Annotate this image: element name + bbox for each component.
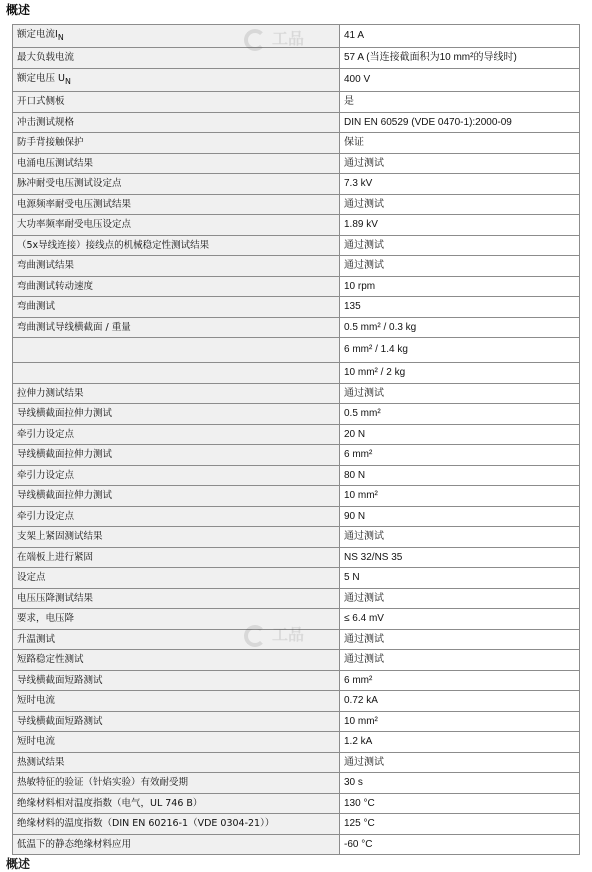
spec-value: 6 mm² / 1.4 kg: [344, 344, 408, 356]
spec-key-subscript: N: [57, 32, 64, 42]
table-row: [13, 506, 580, 527]
spec-value: 90 N: [344, 510, 366, 522]
spec-value: -60 °C: [344, 838, 373, 850]
spec-value: 10 rpm: [344, 280, 376, 292]
spec-value-cell: [340, 235, 580, 256]
spec-key-cell: [13, 194, 340, 215]
spec-value: 7.3 kV: [344, 178, 373, 190]
spec-value: NS 32/NS 35: [344, 551, 403, 563]
table-row: [13, 215, 580, 236]
spec-value-cell: [340, 752, 580, 773]
table-row: [13, 670, 580, 691]
table-row: [13, 793, 580, 814]
table-row: [13, 609, 580, 630]
spec-value-cell: [340, 363, 580, 384]
spec-value-cell: [340, 404, 580, 425]
spec-key-cell: [13, 317, 340, 338]
spec-value-cell: [340, 711, 580, 732]
table-row: [13, 256, 580, 277]
spec-key: 牵引力设定点: [17, 510, 75, 522]
spec-key-cell: [13, 793, 340, 814]
table-row: [13, 68, 580, 91]
table-row: [13, 568, 580, 589]
spec-value: 是: [344, 96, 354, 108]
spec-key-cell: [13, 732, 340, 753]
table-row: [13, 691, 580, 712]
spec-value: 130 °C: [344, 797, 375, 809]
spec-key-cell: [13, 92, 340, 113]
spec-key: 额定电流I: [17, 29, 58, 40]
spec-key-cell: [13, 276, 340, 297]
spec-value: 10 mm²: [344, 715, 378, 727]
spec-key: 电涌电压测试结果: [17, 157, 94, 169]
table-row: [13, 363, 580, 384]
spec-value-cell: [340, 338, 580, 363]
spec-key-cell: [13, 174, 340, 195]
spec-value-cell: [340, 568, 580, 589]
spec-value-cell: [340, 133, 580, 154]
table-row: [13, 732, 580, 753]
spec-key-cell: [13, 568, 340, 589]
spec-value: 10 mm²: [344, 490, 378, 502]
spec-value-cell: [340, 92, 580, 113]
table-row: [13, 834, 580, 855]
spec-key-cell: [13, 486, 340, 507]
spec-key: 绝缘材料相对温度指数（电气，UL 746 B）: [17, 797, 203, 809]
spec-value: 135: [344, 301, 361, 313]
table-row: [13, 174, 580, 195]
spec-value: 57 A (当连接截面积为10 mm²的导线时): [344, 52, 517, 64]
table-row: [13, 133, 580, 154]
spec-value-cell: [340, 297, 580, 318]
spec-key: 导线横截面拉伸力测试: [17, 449, 113, 461]
spec-value: 通过测试: [344, 387, 384, 399]
spec-value-cell: [340, 112, 580, 133]
spec-key-cell: [13, 711, 340, 732]
spec-table: [12, 24, 580, 855]
table-row: [13, 317, 580, 338]
spec-value-cell: [340, 670, 580, 691]
table-row: [13, 486, 580, 507]
spec-value-cell: [340, 276, 580, 297]
table-row: [13, 404, 580, 425]
table-row: [13, 465, 580, 486]
spec-key: 脉冲耐受电压测试设定点: [17, 178, 122, 190]
spec-value-cell: [340, 153, 580, 174]
spec-value-cell: [340, 793, 580, 814]
spec-key-subscript: N: [64, 76, 71, 86]
spec-key: 额定电压 U: [17, 72, 65, 84]
spec-value: 400 V: [344, 74, 371, 86]
spec-value-cell: [340, 215, 580, 236]
spec-key: 弯曲测试结果: [17, 260, 75, 272]
spec-key-cell: [13, 153, 340, 174]
spec-key: 导线横截面短路测试: [17, 715, 103, 727]
spec-key: 要求，电压降: [17, 613, 75, 625]
spec-value: 通过测试: [344, 198, 384, 210]
spec-key: 短路稳定性测试: [17, 654, 84, 666]
spec-key: 冲击测试规格: [17, 116, 75, 128]
spec-value: 通过测试: [344, 157, 384, 169]
spec-value: 通过测试: [344, 592, 384, 604]
spec-value-cell: [340, 48, 580, 69]
spec-key-cell: [13, 588, 340, 609]
spec-value: 通过测试: [344, 654, 384, 666]
spec-value: 1.2 kA: [344, 736, 373, 748]
spec-key-cell: [13, 256, 340, 277]
spec-value-cell: [340, 486, 580, 507]
spec-key-cell: [13, 465, 340, 486]
spec-key-cell: [13, 691, 340, 712]
table-row: [13, 424, 580, 445]
spec-key: 牵引力设定点: [17, 428, 75, 440]
spec-key-cell: [13, 773, 340, 794]
table-row: [13, 588, 580, 609]
spec-value-cell: [340, 506, 580, 527]
spec-key-cell: [13, 424, 340, 445]
spec-key-cell: [13, 297, 340, 318]
spec-key-cell: [13, 834, 340, 855]
table-row: [13, 547, 580, 568]
spec-value-cell: [340, 25, 580, 48]
page-title: 概述: [6, 3, 31, 17]
spec-value-cell: [340, 383, 580, 404]
table-row: [13, 814, 580, 835]
spec-key: 短时电流: [17, 695, 56, 707]
spec-value-cell: [340, 834, 580, 855]
spec-value: 5 N: [344, 572, 360, 584]
spec-key-cell: [13, 650, 340, 671]
spec-key-cell: [13, 629, 340, 650]
spec-key-cell: [13, 752, 340, 773]
spec-key: 绝缘材料的温度指数（DIN EN 60216-1（VDE 0304-21））: [17, 818, 275, 830]
spec-key: 热敏特征的验证（针焰实验）有效耐受期: [17, 777, 189, 789]
spec-key: 热测试结果: [17, 756, 65, 768]
table-row: [13, 629, 580, 650]
spec-value: 通过测试: [344, 756, 384, 768]
table-row: [13, 752, 580, 773]
table-row: [13, 92, 580, 113]
spec-value: 通过测试: [344, 239, 384, 251]
spec-value-cell: [340, 629, 580, 650]
spec-key-cell: [13, 445, 340, 466]
spec-key-cell: [13, 112, 340, 133]
spec-value: 41 A: [344, 30, 365, 42]
spec-key: 电压压降测试结果: [17, 592, 94, 604]
spec-value: 0.5 mm²: [344, 408, 381, 420]
table-row: [13, 297, 580, 318]
table-row: [13, 711, 580, 732]
spec-key: 牵引力设定点: [17, 469, 75, 481]
spec-key: 大功率频率耐受电压设定点: [17, 219, 132, 231]
table-row: [13, 153, 580, 174]
spec-value: 30 s: [344, 777, 363, 789]
table-row: [13, 527, 580, 548]
spec-value: 6 mm²: [344, 449, 373, 461]
spec-key-cell: [13, 670, 340, 691]
table-row: [13, 235, 580, 256]
spec-key: 低温下的静态绝缘材料应用: [17, 838, 132, 850]
spec-key-cell: [13, 547, 340, 568]
spec-key: 短时电流: [17, 736, 56, 748]
table-row: [13, 445, 580, 466]
spec-key: 开口式侧板: [17, 96, 65, 108]
spec-value-cell: [340, 465, 580, 486]
spec-value: 通过测试: [344, 260, 384, 272]
spec-value: 80 N: [344, 469, 366, 481]
spec-key-cell: [13, 527, 340, 548]
spec-value-cell: [340, 814, 580, 835]
table-row: [13, 338, 580, 363]
table-row: [13, 383, 580, 404]
spec-value: ≤ 6.4 mV: [344, 613, 384, 625]
table-row: [13, 773, 580, 794]
spec-value: 保证: [344, 137, 364, 149]
spec-value: 125 °C: [344, 818, 375, 830]
spec-value-cell: [340, 174, 580, 195]
spec-key-cell: [13, 215, 340, 236]
spec-value-cell: [340, 773, 580, 794]
spec-value-cell: [340, 547, 580, 568]
spec-value: 通过测试: [344, 633, 384, 645]
spec-value: 通过测试: [344, 531, 384, 543]
spec-value-cell: [340, 527, 580, 548]
spec-table-body: [13, 25, 580, 855]
spec-key-cell: [13, 814, 340, 835]
table-row: [13, 48, 580, 69]
spec-key: 升温测试: [17, 633, 56, 645]
spec-key: （5x导线连接）接线点的机械稳定性测试结果: [17, 239, 210, 251]
spec-value: 1.89 kV: [344, 219, 378, 231]
spec-value-cell: [340, 68, 580, 91]
spec-key: 设定点: [17, 572, 46, 584]
spec-value-cell: [340, 317, 580, 338]
spec-key: 防手背接触保护: [17, 137, 84, 149]
spec-key: 电源频率耐受电压测试结果: [17, 198, 132, 210]
spec-key-cell: [13, 235, 340, 256]
spec-key: 弯曲测试导线横截面 / 重量: [17, 321, 131, 333]
spec-value-cell: [340, 691, 580, 712]
spec-value: 0.5 mm² / 0.3 kg: [344, 321, 417, 333]
spec-key-cell: [13, 506, 340, 527]
footer-fragment: 概述: [6, 857, 31, 871]
spec-key-cell: [13, 338, 340, 363]
spec-value-cell: [340, 650, 580, 671]
spec-key-cell: [13, 133, 340, 154]
spec-key: 弯曲测试: [17, 301, 56, 313]
table-row: [13, 112, 580, 133]
spec-value-cell: [340, 445, 580, 466]
spec-key-cell: [13, 48, 340, 69]
spec-key-cell: [13, 363, 340, 384]
spec-key: 弯曲测试转动速度: [17, 280, 94, 292]
spec-value-cell: [340, 424, 580, 445]
spec-value-cell: [340, 588, 580, 609]
spec-key: 在端板上进行紧固: [17, 551, 94, 563]
spec-value: 10 mm² / 2 kg: [344, 367, 406, 379]
spec-value: 0.72 kA: [344, 695, 378, 707]
table-row: [13, 276, 580, 297]
spec-key: 支架上紧固测试结果: [17, 531, 103, 543]
spec-value-cell: [340, 194, 580, 215]
spec-key-cell: [13, 25, 340, 48]
spec-key: 导线横截面拉伸力测试: [17, 490, 113, 502]
table-row: [13, 194, 580, 215]
table-row: [13, 650, 580, 671]
spec-value: DIN EN 60529 (VDE 0470-1):2000-09: [344, 116, 512, 128]
spec-key: 导线横截面拉伸力测试: [17, 408, 113, 420]
spec-value-cell: [340, 256, 580, 277]
spec-key-cell: [13, 609, 340, 630]
spec-key: 导线横截面短路测试: [17, 674, 103, 686]
spec-value-cell: [340, 732, 580, 753]
spec-value-cell: [340, 609, 580, 630]
spec-key-cell: [13, 383, 340, 404]
spec-value: 20 N: [344, 428, 366, 440]
spec-value: 6 mm²: [344, 674, 373, 686]
spec-key-cell: [13, 68, 340, 91]
table-row: [13, 25, 580, 48]
spec-key: 拉伸力测试结果: [17, 387, 84, 399]
spec-key: 最大负载电流: [17, 52, 75, 64]
spec-key-cell: [13, 404, 340, 425]
